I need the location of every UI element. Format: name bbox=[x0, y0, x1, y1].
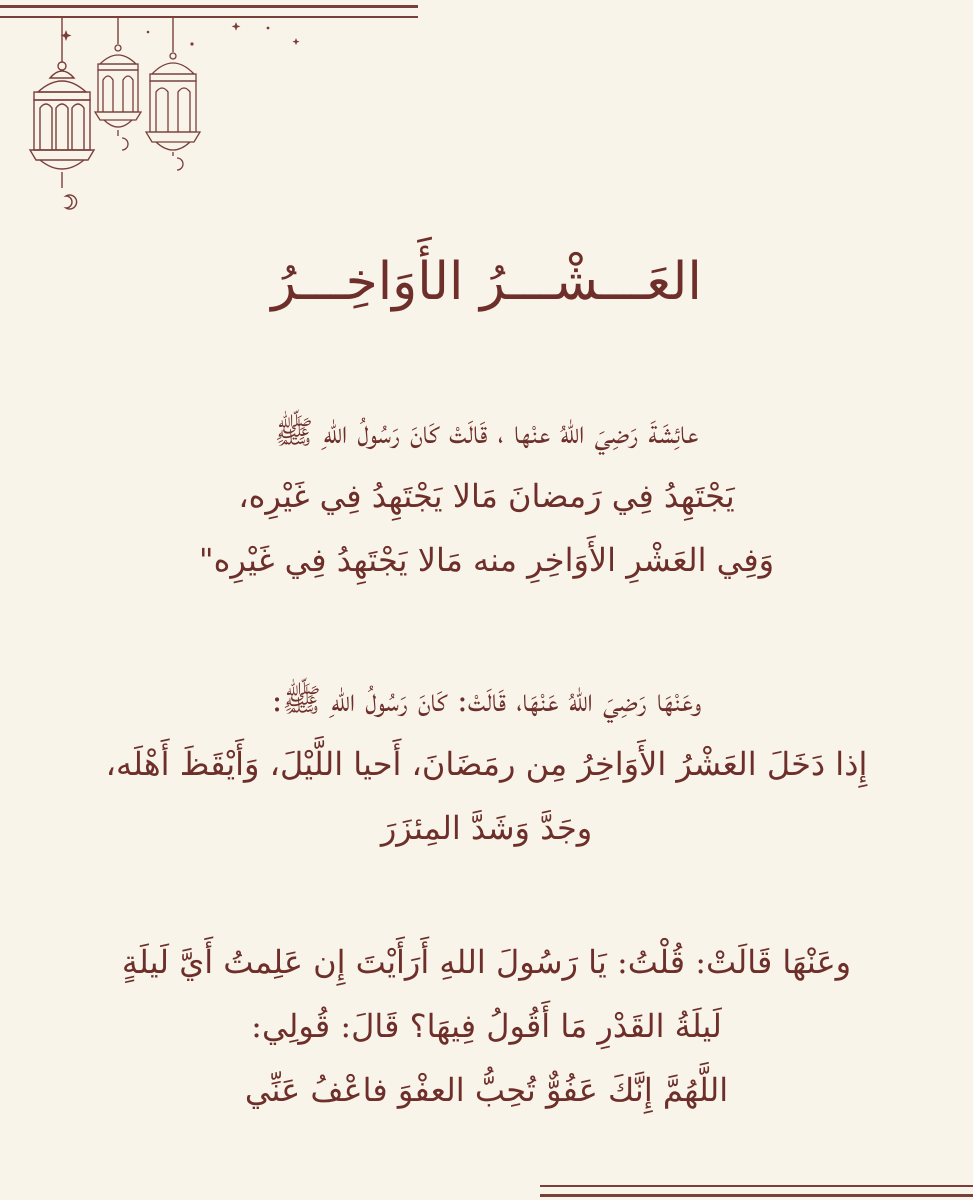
hadith-3-line-2: لَيلَةُ القَدْرِ مَا أَقُولُ فِيهَا؟ قَالَ: قُولِي: bbox=[251, 1007, 722, 1045]
lantern-icon bbox=[30, 62, 94, 209]
hanging-lanterns-decoration bbox=[0, 0, 330, 230]
hadith-block-2 bbox=[0, 668, 973, 860]
page-title: العَـــشْـــرُ الأَوَاخِـــرُ bbox=[271, 252, 702, 312]
star-icon bbox=[147, 31, 150, 34]
lantern-icon bbox=[146, 53, 200, 170]
crescent-icon bbox=[122, 138, 128, 150]
hadith-1-line-3: وَفِي العَشْرِ الأَوَاخِرِ منه مَالا يَجْتَهِدُ فِي غَيْرِه" bbox=[198, 541, 775, 579]
hadith-2-line-3: وجَدَّ وَشَدَّ المِئزَرَ bbox=[380, 809, 593, 847]
star-icon bbox=[292, 38, 299, 45]
hadith-block-3 bbox=[0, 930, 973, 1122]
star-icon bbox=[267, 27, 270, 30]
hadith-1-line-1: عائِشَةَ رَضِيَ اللهُ عنْها ، قَالَتْ كَانَ رَسُولُ اللهِ ﷺ bbox=[274, 413, 699, 451]
hadith-2-line-2: إِذا دَخَلَ العَشْرُ الأَوَاخِرُ مِن رمَضَانَ، أَحيا اللَّيْلَ، وَأَيْقَظَ أَهْلَه، bbox=[105, 745, 868, 783]
hadith-3-line-3: اللَّهُمَّ إِنَّكَ عَفُوٌّ تُحِبُّ العفْوَ فاعْفُ عَنِّي bbox=[244, 1071, 729, 1109]
star-icon bbox=[232, 22, 241, 31]
bottom-rule-thin bbox=[540, 1185, 973, 1187]
crescent-icon bbox=[177, 158, 183, 170]
star-icon bbox=[190, 42, 193, 45]
hadith-block-1 bbox=[0, 400, 973, 592]
bottom-rule-thick bbox=[540, 1194, 973, 1197]
crescent-icon bbox=[66, 195, 77, 209]
lantern-icon bbox=[95, 45, 141, 150]
hadith-3-line-1: وعَنْهَا قَالَتْ: قُلْتُ: يَا رَسُولَ اللهِ أَرَأَيْتَ إِن عَلِمتُ أَيَّ لَيلَةٍ bbox=[121, 943, 852, 981]
hadith-2-line-1: وعَنْهَا رَضِيَ اللهُ عَنْهَا، قَالَتْ: كَانَ رَسُولُ اللهِ ﷺ: bbox=[271, 681, 702, 719]
hadith-1-line-2: يَجْتَهِدُ فِي رَمضانَ مَالا يَجْتَهِدُ فِي غَيْرِه، bbox=[238, 477, 735, 515]
